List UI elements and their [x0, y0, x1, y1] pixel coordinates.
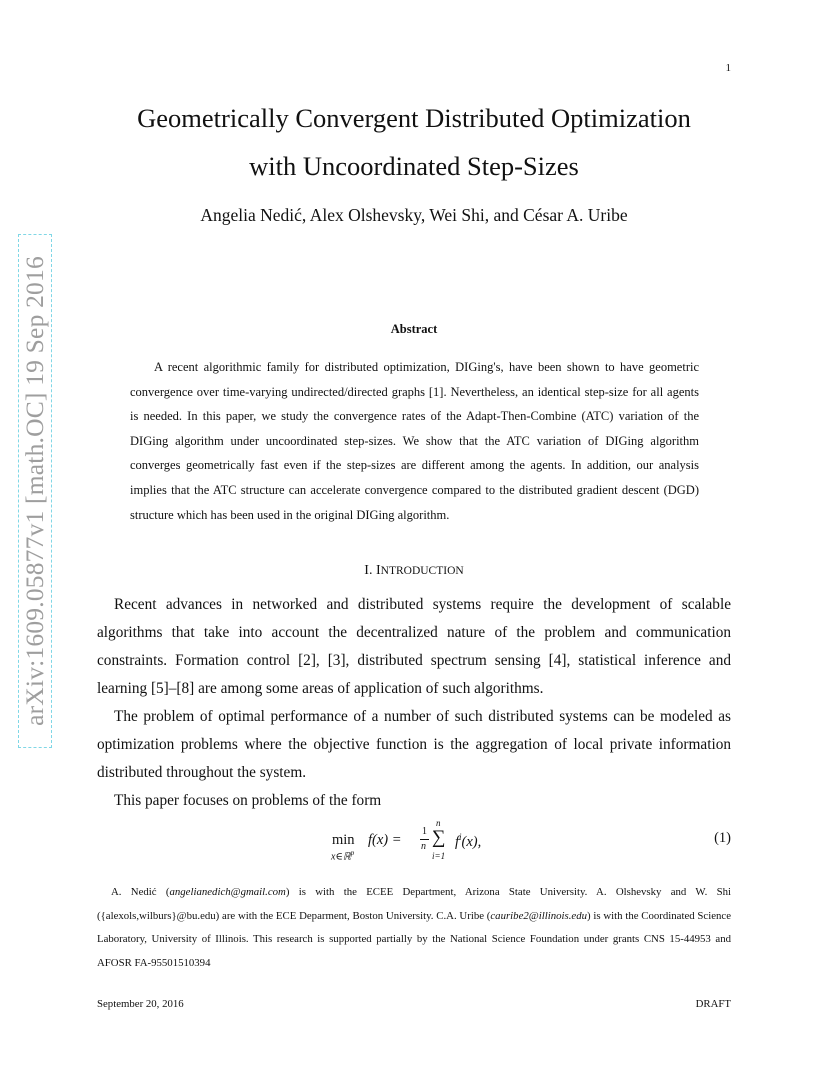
abstract-text: A recent algorithmic family for distributed optimization, DIGing's, have been shown to have geometric convergence over time-varying undirected/directed graphs [1]. Nevertheless, an identical step-size for all agents is needed. In this paper, we study the convergence rates of the Adapt-Then-Combine (ATC) variation of the DIGing algorithm under uncoordinated step-sizes. We show that the ATC variation of DIGing algorithm converges geometrically fast even if the step-sizes are different among the agents. In addition, our analysis implies that the ATC structure can accelerate convergence compared to the distributed gradient descent (DGD) structure which has been used in the original DIGing algorithm.: [130, 360, 699, 522]
footnote-part-1: A. Nedić (: [111, 886, 170, 898]
eq-lhs: f(x) =: [368, 832, 402, 848]
arxiv-watermark: [18, 234, 52, 748]
page-number: 1: [725, 62, 731, 74]
paragraph-1: Recent advances in networked and distributed systems require the development of scalable algorithms that take into account the decentralized nature of the problem and communication constraints. Formation control [2], [3], distributed spectrum sensing [4], statistical inference and learning [5]–[8] are among some areas of application of such algorithms.: [97, 596, 731, 697]
footnote-part-3: ) is with the Coordinated Science Laboratory, University of Illinois. This research is supported partially by the National Science Foundation under grants CNS 15-44953 and AFOSR FA-95501510394: [97, 909, 732, 969]
paper-title: [0, 94, 828, 190]
eq-term: [455, 832, 481, 851]
title-line-1: Geometrically Convergent Distributed Optimization: [137, 103, 691, 133]
eq-min-subscript: [331, 849, 354, 862]
eq-frac-num: 1: [422, 826, 427, 837]
section-rest-letters: NTRODUCTION: [380, 565, 464, 577]
email-uribe: cauribe2@illinois.edu: [490, 909, 587, 922]
section-first-letter: I: [375, 563, 381, 578]
section-numeral: I.: [364, 563, 376, 578]
footnote-part-2: ) is with the ECEE Department, Arizona State University. A. Olshevsky and W. Shi ({alexols,wilburs}@bu.edu) are with the ECE Deparment, Boston University. C.A. Uribe (: [97, 886, 731, 922]
eq-frac-bar: [420, 839, 429, 840]
eq-term-f: f: [455, 833, 460, 850]
footer-date: September 20, 2016: [97, 998, 184, 1010]
eq-term-arg: (x),: [461, 833, 482, 850]
paragraph-3: This paper focuses on problems of the form: [114, 792, 382, 809]
equation-number: (1): [714, 830, 731, 846]
eq-sub-sup: p: [350, 849, 355, 857]
eq-sum-top: n: [436, 818, 441, 828]
eq-sum: ∑: [432, 827, 446, 848]
eq-frac-den: n: [421, 841, 426, 852]
abstract-heading: Abstract: [390, 322, 438, 336]
section-heading: [0, 563, 828, 579]
eq-sub-set: x∈ℝ: [331, 851, 351, 863]
title-line-2: with Uncoordinated Step-Sizes: [249, 151, 579, 181]
eq-sum-bottom: i=1: [432, 851, 446, 861]
author-footnote: [97, 881, 731, 975]
eq-min: min: [332, 832, 355, 848]
equation-1: [330, 818, 530, 866]
email-nedic: angelianedich@gmail.com: [169, 886, 286, 898]
authors: Angelia Nedić, Alex Olshevsky, Wei Shi, and César A. Uribe: [200, 205, 628, 225]
paragraph-2: The problem of optimal performance of a number of such distributed systems can be modeled as optimization problems where the objective function is the aggregation of local private information distributed throughout the system.: [97, 708, 731, 781]
footer-draft: DRAFT: [695, 998, 731, 1010]
eq-term-sup: i: [459, 832, 462, 842]
arxiv-watermark-text: arXiv:1609.05877v1 [math.OC] 19 Sep 2016: [20, 256, 49, 726]
